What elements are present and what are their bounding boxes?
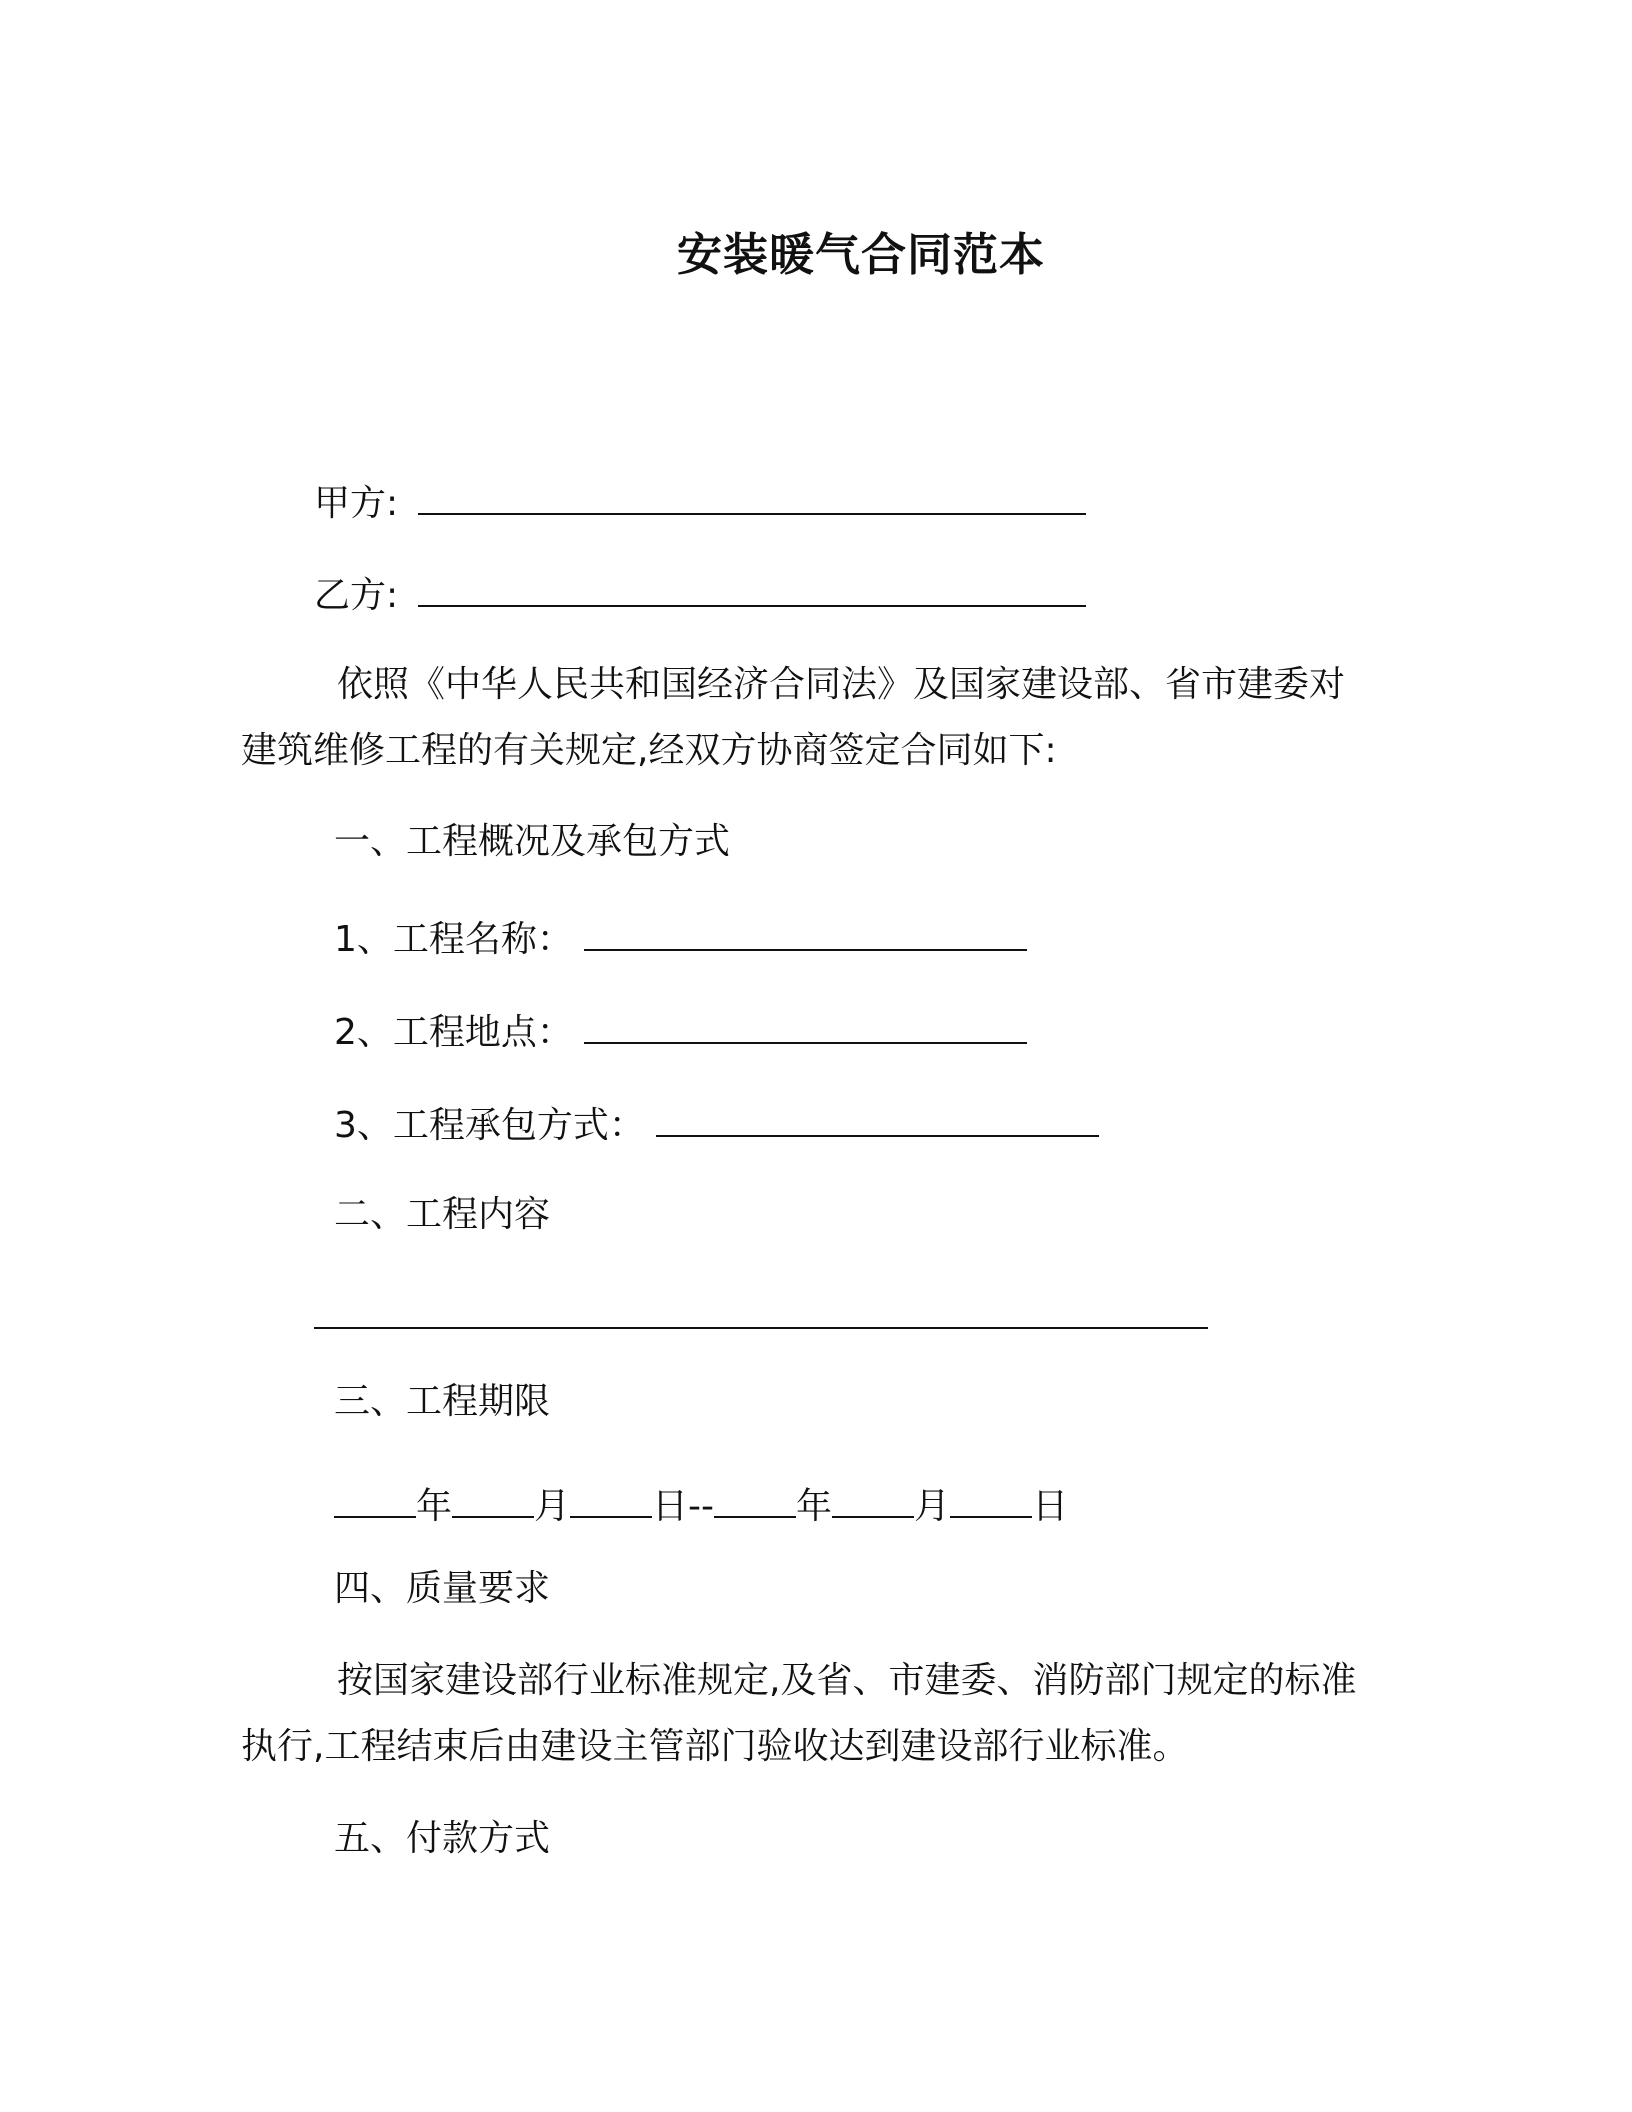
project-name-blank — [584, 911, 1027, 951]
section-5-heading: 五、付款方式 — [334, 1818, 551, 1859]
project-name-label: 1、工程名称： — [334, 919, 573, 960]
end-day-blank — [950, 1478, 1032, 1518]
project-location-label: 2、工程地点： — [334, 1012, 573, 1053]
start-month-label: 月 — [534, 1486, 571, 1527]
party-a-blank — [418, 475, 1086, 515]
end-year-label: 年 — [796, 1486, 833, 1527]
start-year-label: 年 — [416, 1486, 453, 1527]
end-month-blank — [832, 1478, 914, 1518]
project-content-blank — [314, 1327, 1208, 1329]
party-b-line — [314, 567, 1086, 620]
quality-paragraph: 按国家建设部行业标准规定,及省、市建委、消防部门规定的标准执行,工程结束后由建设主管部门验收达到建设部行业标准。 — [241, 1660, 1357, 1767]
start-day-label: 日 — [652, 1486, 689, 1527]
contracting-method-label: 3、工程承包方式： — [334, 1105, 645, 1146]
project-period-line — [334, 1478, 1068, 1531]
intro-paragraph: 依照《中华人民共和国经济合同法》及国家建设部、省市建委对建筑维修工程的有关规定,经双方协商签定合同如下: — [241, 664, 1346, 771]
project-location-line — [334, 1004, 1027, 1057]
section-4-heading: 四、质量要求 — [334, 1568, 551, 1609]
document-title: 安装暖气合同范本 — [676, 228, 1045, 281]
party-b-blank — [418, 567, 1086, 607]
section-2-heading: 二、工程内容 — [334, 1194, 551, 1235]
contracting-method-line — [334, 1097, 1099, 1150]
party-a-line — [314, 475, 1086, 528]
contracting-method-blank — [656, 1097, 1099, 1137]
project-name-line — [334, 911, 1027, 964]
party-a-label: 甲方: — [314, 483, 399, 524]
start-month-blank — [452, 1478, 534, 1518]
date-range-separator: -- — [688, 1486, 715, 1527]
project-location-blank — [584, 1004, 1027, 1044]
start-day-blank — [570, 1478, 652, 1518]
end-year-blank — [714, 1478, 796, 1518]
section-3-heading: 三、工程期限 — [334, 1381, 551, 1422]
party-b-label: 乙方: — [314, 575, 399, 616]
end-month-label: 月 — [914, 1486, 951, 1527]
start-year-blank — [334, 1478, 416, 1518]
section-1-heading: 一、工程概况及承包方式 — [334, 821, 731, 862]
end-day-label: 日 — [1032, 1486, 1069, 1527]
